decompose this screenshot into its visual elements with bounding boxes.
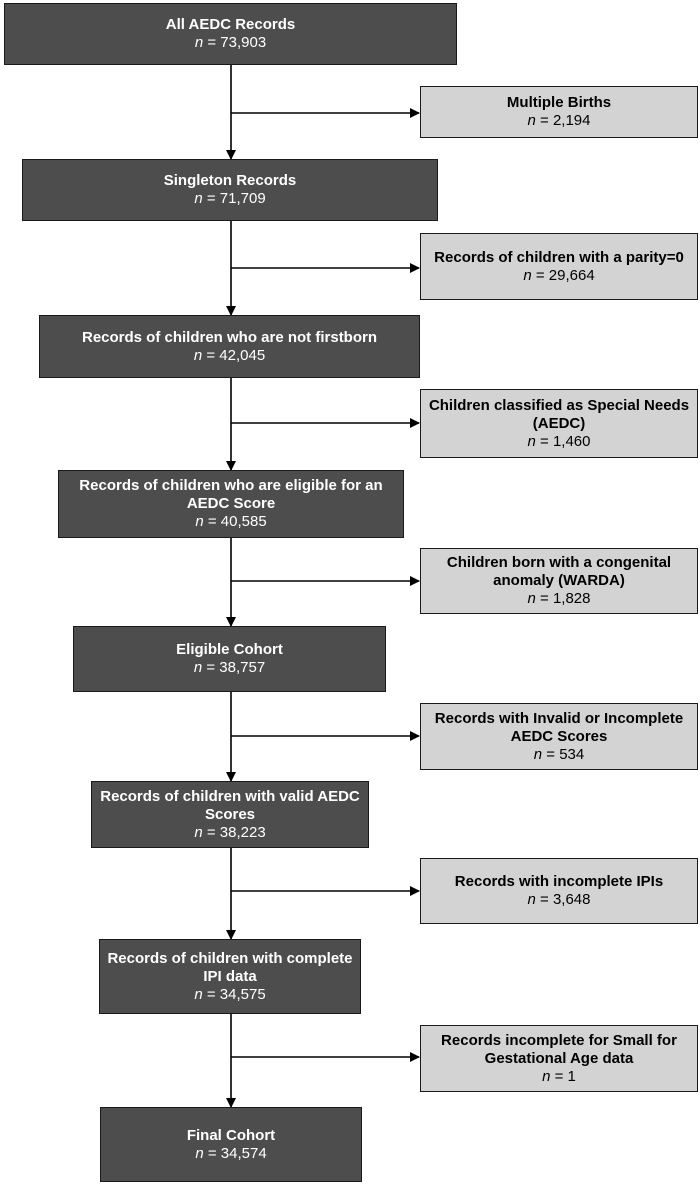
box-title: Records with incomplete IPIs	[454, 873, 664, 890]
box-title: Records of children with valid AEDC Scores	[100, 787, 360, 823]
main-box-singleton	[22, 159, 438, 221]
box-count: n = 534	[533, 745, 585, 763]
main-box-all-records	[4, 3, 457, 65]
box-count: n = 3,648	[527, 891, 591, 908]
exclusion-box-multiple-births	[420, 86, 698, 138]
box-title: Eligible Cohort	[176, 641, 283, 658]
box-count: n = 38,223	[194, 823, 266, 841]
exclusion-box-special-needs	[420, 389, 698, 458]
box-title: Multiple Births	[506, 94, 612, 111]
box-count: n = 1,460	[527, 432, 591, 450]
box-title: Final Cohort	[186, 1126, 276, 1144]
exclusion-box-sga-incomplete	[420, 1025, 698, 1092]
exclusion-box-incomplete-ipi	[420, 858, 698, 924]
exclusion-box-congenital-anomaly	[420, 548, 698, 614]
box-count: n = 73,903	[194, 34, 267, 51]
box-count: n = 34,575	[194, 985, 266, 1003]
main-box-eligible-cohort	[73, 626, 386, 692]
box-title: Singleton Records	[163, 172, 297, 189]
box-title: Records of children with a parity=0	[434, 248, 684, 266]
box-count: n = 29,664	[523, 266, 595, 284]
main-box-complete-ipi	[99, 939, 361, 1014]
main-box-final-cohort	[100, 1107, 362, 1182]
box-count: n = 34,574	[195, 1144, 267, 1162]
box-title: Records of children with complete IPI data	[107, 949, 353, 985]
box-count: n = 2,194	[527, 112, 591, 129]
box-count: n = 1,828	[527, 590, 591, 607]
box-count: n = 1	[542, 1067, 576, 1085]
box-count: n = 42,045	[193, 346, 266, 364]
box-title: Records of children who are eligible for an AEDC Score	[79, 477, 383, 512]
box-title: Records incomplete for Small for Gestational Age data	[441, 1031, 677, 1067]
exclusion-box-parity-zero	[420, 233, 698, 300]
main-box-valid-aedc	[91, 781, 369, 848]
main-box-not-firstborn	[39, 315, 420, 378]
box-count: n = 40,585	[195, 513, 267, 530]
box-title: Records with Invalid or Incomplete AEDC Scores	[434, 709, 684, 745]
box-count: n = 38,757	[193, 659, 266, 676]
box-count: n = 71,709	[194, 190, 266, 207]
box-title: Children classified as Special Needs (AEDC)	[428, 396, 690, 432]
box-title: Children born with a congenital anomaly (WARDA)	[446, 554, 672, 589]
box-title: Records of children who are not firstborn	[81, 328, 378, 346]
box-title: All AEDC Records	[165, 16, 296, 33]
exclusion-box-invalid-aedc	[420, 703, 698, 770]
main-box-eligible-aedc	[58, 470, 404, 538]
